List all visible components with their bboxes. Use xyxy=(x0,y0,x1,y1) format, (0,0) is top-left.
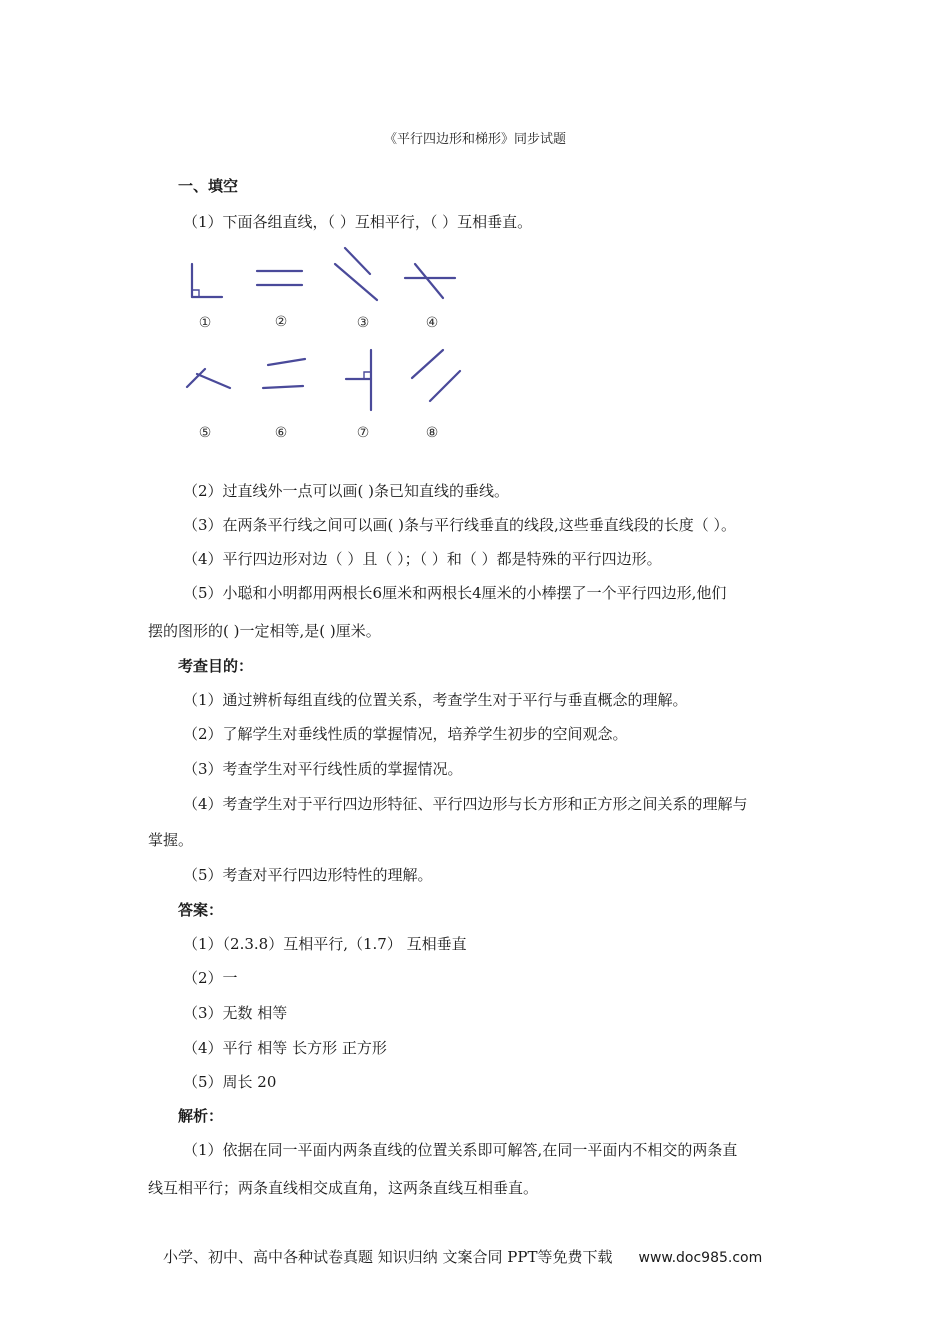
question-3: （3）在两条平行线之间可以画( )条与平行线垂直的线段,这些垂直线段的长度（ ）。 xyxy=(183,516,737,534)
figure-item-3 xyxy=(335,248,377,300)
purpose-4-line-2: 掌握。 xyxy=(148,831,194,849)
answer-2: （2）一 xyxy=(183,969,238,987)
figure-item-1 xyxy=(192,264,222,297)
answer-1: （1）（2.3.8）互相平行,（1.7） 互相垂直 xyxy=(183,935,467,953)
analysis-heading: 解析： xyxy=(178,1107,224,1125)
question-2: （2）过直线外一点可以画( )条已知直线的垂线。 xyxy=(183,482,510,500)
question-5-line-2: 摆的图形的( )一定相等,是( )厘米。 xyxy=(148,622,381,640)
figure-label-8: ⑧ xyxy=(425,425,439,441)
figure-label-1: ① xyxy=(198,315,212,331)
lines-figure-svg xyxy=(175,240,485,450)
figure-label-7: ⑦ xyxy=(356,425,370,441)
lines-figure xyxy=(175,240,485,450)
purpose-3: （3）考查学生对平行线性质的掌握情况。 xyxy=(183,760,463,778)
figure-item-6 xyxy=(263,359,305,388)
purpose-1: （1）通过辨析每组直线的位置关系，考查学生对于平行与垂直概念的理解。 xyxy=(183,691,688,709)
analysis-line-2: 线互相平行；两条直线相交成直角，这两条直线互相垂直。 xyxy=(148,1179,539,1197)
analysis-line-1: （1）依据在同一平面内两条直线的位置关系即可解答,在同一平面内不相交的两条直 xyxy=(183,1141,738,1159)
footer-site-link[interactable]: www.doc985.com xyxy=(638,1250,763,1266)
purpose-4-line-1: （4）考查学生对于平行四边形特征、平行四边形与长方形和正方形之间关系的理解与 xyxy=(183,795,748,813)
figure-item-8 xyxy=(412,350,460,401)
question-4: （4）平行四边形对边（ ）且（ ）；（ ）和（ ）都是特殊的平行四边形。 xyxy=(183,550,662,568)
figure-item-2 xyxy=(257,271,302,285)
question-5-line-1: （5）小聪和小明都用两根长6厘米和两根长4厘米的小棒摆了一个平行四边形,他们 xyxy=(183,584,727,602)
figure-label-4: ④ xyxy=(425,315,439,331)
figure-item-7 xyxy=(346,350,371,410)
purpose-heading: 考查目的： xyxy=(178,657,254,675)
answers-heading: 答案： xyxy=(178,901,224,919)
page-footer xyxy=(163,1246,863,1267)
figure-label-5: ⑤ xyxy=(198,425,212,441)
figure-item-5 xyxy=(187,369,230,388)
footer-text: 小学、初中、高中各种试卷真题 知识归纳 文案合同 PPT等免费下载 xyxy=(163,1248,613,1266)
figure-item-4 xyxy=(405,264,455,298)
answer-3: （3）无数 相等 xyxy=(183,1004,288,1022)
section-heading-fill-in: 一、填空 xyxy=(178,177,239,195)
page-title: 《平行四边形和梯形》同步试题 xyxy=(383,132,566,147)
figure-label-3: ③ xyxy=(356,315,370,331)
answer-4: （4）平行 相等 长方形 正方形 xyxy=(183,1039,387,1057)
answer-5: （5）周长 20 xyxy=(183,1073,277,1091)
purpose-2: （2）了解学生对垂线性质的掌握情况，培养学生初步的空间观念。 xyxy=(183,725,628,743)
figure-label-2: ② xyxy=(274,314,288,330)
question-1: （1）下面各组直线，（ ）互相平行，（ ）互相垂直。 xyxy=(183,213,533,231)
figure-label-6: ⑥ xyxy=(274,425,288,441)
purpose-5: （5）考查对平行四边形特性的理解。 xyxy=(183,866,433,884)
